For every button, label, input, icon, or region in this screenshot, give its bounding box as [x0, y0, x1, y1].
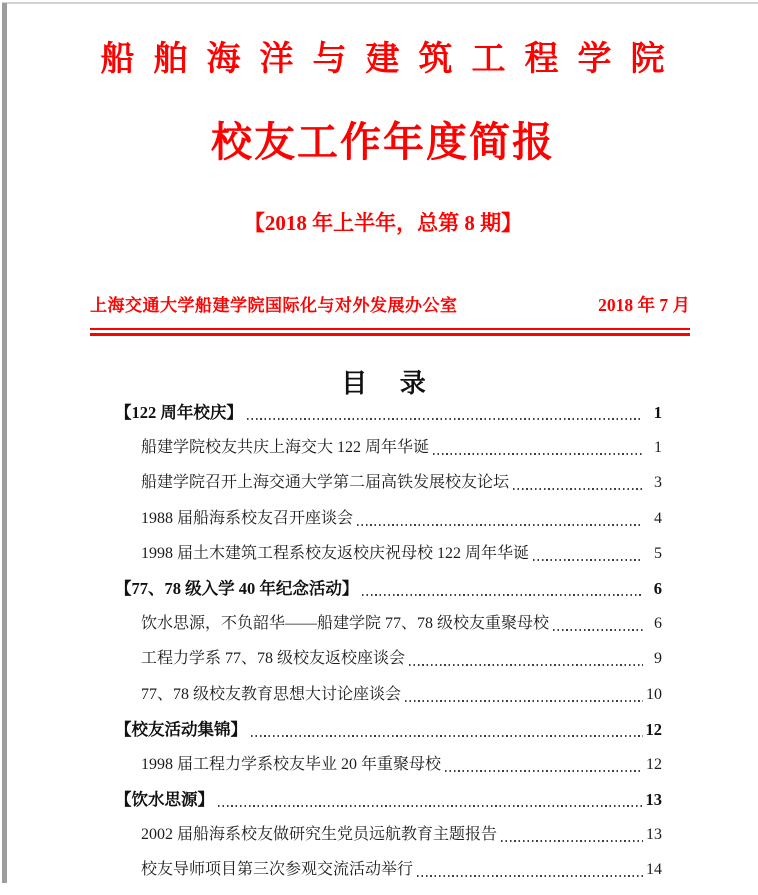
- toc-dot-leader: [214, 789, 646, 824]
- toc-entry[interactable]: [115, 508, 662, 543]
- toc-entry-page: 12: [646, 755, 662, 773]
- toc-entry-label: 1998 届土木建筑工程系校友返校庆祝母校 122 周年华诞: [141, 544, 530, 562]
- toc-dot-leader: [243, 402, 646, 437]
- toc-entry-label: 船建学院召开上海交通大学第二届高铁发展校友论坛: [141, 474, 510, 492]
- toc-entry-label: 饮水思源，不负韶华——船建学院 77、78 级校友重聚母校: [141, 615, 550, 633]
- toc-entry-page: 13: [646, 826, 662, 844]
- toc-dot-leader: [353, 508, 646, 543]
- toc-entry-label: 77、78 级校友教育思想大讨论座谈会: [141, 685, 402, 703]
- issue-info: 【2018 年上半年，总第 8 期】: [243, 211, 523, 235]
- bulletin-title: 校友工作年度简报: [211, 118, 555, 166]
- toc-entry[interactable]: [115, 859, 662, 894]
- toc-heading: 目 录: [341, 369, 439, 398]
- toc-entry-page: 13: [645, 790, 662, 810]
- page-left-edge: [2, 3, 7, 883]
- toc-entry-page: 5: [654, 544, 662, 562]
- toc-entry-page: 6: [653, 578, 662, 598]
- toc-entry-page: 1: [653, 403, 662, 422]
- toc-entry-page: 14: [646, 861, 662, 879]
- school-title: 船舶海洋与建筑工程学院: [100, 40, 684, 78]
- toc-dot-leader: [441, 754, 646, 789]
- toc-entry[interactable]: [115, 754, 662, 789]
- toc-dot-leader: [358, 578, 646, 613]
- toc-entry[interactable]: [115, 789, 662, 824]
- toc-entry-label: 【校友活动集锦】: [115, 719, 247, 739]
- toc-entry-page: 12: [645, 719, 662, 739]
- toc-entry[interactable]: [115, 578, 662, 613]
- toc-dot-leader: [413, 859, 646, 894]
- toc-dot-leader: [497, 824, 646, 859]
- toc-entry-label: 1988 届船海系校友召开座谈会: [141, 509, 354, 527]
- toc-entry-label: 工程力学系 77、78 级校友返校座谈会: [141, 650, 406, 668]
- toc-entry-page: 6: [654, 615, 662, 633]
- toc-list: [115, 402, 662, 895]
- toc-entry-label: 【122 周年校庆】: [115, 403, 243, 422]
- toc-entry-page: 9: [654, 650, 662, 668]
- toc-dot-leader: [549, 613, 646, 648]
- toc-dot-leader: [405, 648, 646, 683]
- toc-entry-page: 1: [654, 439, 662, 457]
- toc-entry-label: 1998 届工程力学系校友毕业 20 年重聚母校: [141, 755, 442, 773]
- toc-dot-leader: [247, 719, 646, 754]
- toc-entry-page: 4: [654, 509, 662, 527]
- toc-dot-leader: [509, 472, 646, 507]
- toc-entry[interactable]: [115, 648, 662, 683]
- toc-dot-leader: [429, 437, 646, 472]
- double-red-rule: [90, 328, 690, 336]
- publish-date: 2018 年 7 月: [598, 295, 690, 315]
- toc-entry-label: 2002 届船海系校友做研究生党员远航教育主题报告: [141, 826, 498, 844]
- toc-entry[interactable]: [115, 472, 662, 507]
- toc-entry[interactable]: [115, 402, 662, 437]
- toc-entry[interactable]: [115, 543, 662, 578]
- toc-entry-label: 【饮水思源】: [115, 790, 214, 810]
- toc-entry-label: 船建学院校友共庆上海交大 122 周年华诞: [141, 439, 430, 457]
- toc-entry-page: 3: [654, 474, 662, 492]
- toc-entry[interactable]: [115, 684, 662, 719]
- toc-entry-page: 10: [646, 685, 662, 703]
- toc-dot-leader: [401, 684, 646, 719]
- toc-dot-leader: [529, 543, 646, 578]
- document-page: [8, 0, 758, 883]
- toc-entry[interactable]: [115, 613, 662, 648]
- publisher-row: [90, 291, 690, 317]
- toc-entry[interactable]: [115, 719, 662, 754]
- toc-entry[interactable]: [115, 824, 662, 859]
- toc-entry-label: 校友导师项目第三次参观交流活动举行: [141, 861, 414, 879]
- toc-entry[interactable]: [115, 437, 662, 472]
- publisher-name: 上海交通大学船建学院国际化与对外发展办公室: [90, 296, 458, 315]
- toc-entry-label: 【77、78 级入学 40 年纪念活动】: [115, 578, 359, 598]
